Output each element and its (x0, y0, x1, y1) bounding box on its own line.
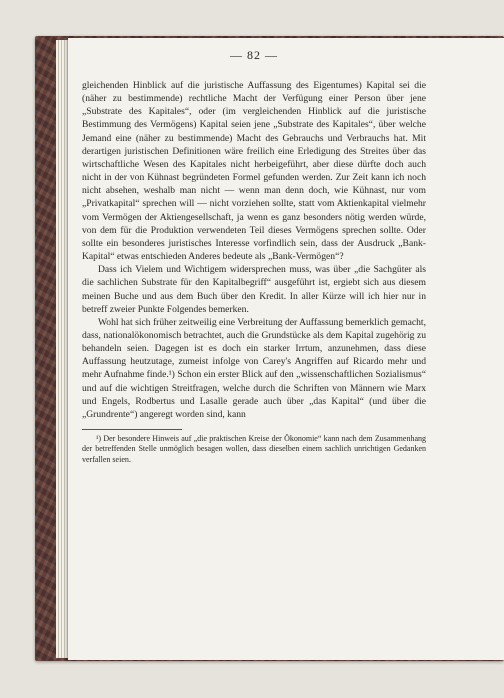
page-content (82, 48, 426, 465)
paragraph: Dass ich Vielem und Wichtigem widersprechen muss, was über „die Sachgüter als die sachlichen Substrate für den Kapitalbegriff“ ausgeführt ist, ergiebt sich aus diesem meinen Buche und aus dem Buch über den Kredit. In aller Kürze will ich hier nur in betreff zweier Punkte Folgendes bemerken. (82, 264, 426, 315)
footnote-divider (82, 429, 182, 430)
paragraph: Wohl hat sich früher zeitweilig eine Verbreitung der Auffassung bemerklich gemacht, dass, nationalökonomisch betrachtet, auch die Grundstücke als dem Kapital zugehörig zu behandeln seien. Dagegen ist es doch ein starker Irrtum, anzunehmen, dass diese Auffassung heutzutage, zumeist infolge von Carey's Angriffen auf Ricardo mehr und mehr Aufnahme finde.¹) Schon ein erster Blick auf den „wissenschaftlichen Sozialismus“ und auf die wichtigen Streitfragen, welche durch die Schriften von Männern wie Marx und Engels, Rodbertus und Lasalle gerade auch über „das Kapital“ (und über die „Grundrente“) angeregt worden sind, kann (82, 316, 426, 420)
paragraph: gleichenden Hinblick auf die juristische Auffassung des Eigentumes) Kapital sei die (näher zu bestimmende) rechtliche Macht der Verfügung einer Person über jene „Substrate des Kapitales“, oder (im vergleichenden Hinblick auf die juristische Bestimmung des Vermögens) Kapital seien jene „Substrate des Kapitales“, über welche Jemand eine (näher zu bestimmende) Macht des Gebrauchs und Verbrauchs hat. Mit derartigen juristischen Definitionen wäre freilich eine Erledigung des Streites über das wirtschaftliche Wesen des Kapitales nicht herbeigeführt, aber diese dürfte doch auch nicht in der von Kühnast begründeten Formel gefunden werden. Zur Zeit kann ich noch nicht absehen, weshalb man nicht — wenn man denn doch, wie Kühnast, nur vom „Privatkapital“ sprechen will — nicht vorziehen sollte, statt vom Aktienkapital vielmehr vom Vermögen der Aktiengesellschaft, ja wenn es ganz besonders nötig werden würde, von dem für die Produktion verwendeten Teil dieses Vermögens sprechen sollte. Oder sollte ein besonderes juristisches Interesse vorfindlich sein, dass der Ausdruck „Bank-Kapital“ etwas entschieden Anderes bedeute als „Bank-Vermögen“? (82, 80, 426, 263)
page-number: — 82 — (230, 48, 278, 62)
footnote: ¹) Der besondere Hinweis auf „die praktischen Kreise der Ökonomie“ kann nach dem Zusammenhang der betreffenden Stelle unmöglich besagen wollen, dass dieselben einem sachlich unrichtigen Gedanken verfallen seien. (82, 434, 426, 464)
body-text (82, 79, 426, 421)
